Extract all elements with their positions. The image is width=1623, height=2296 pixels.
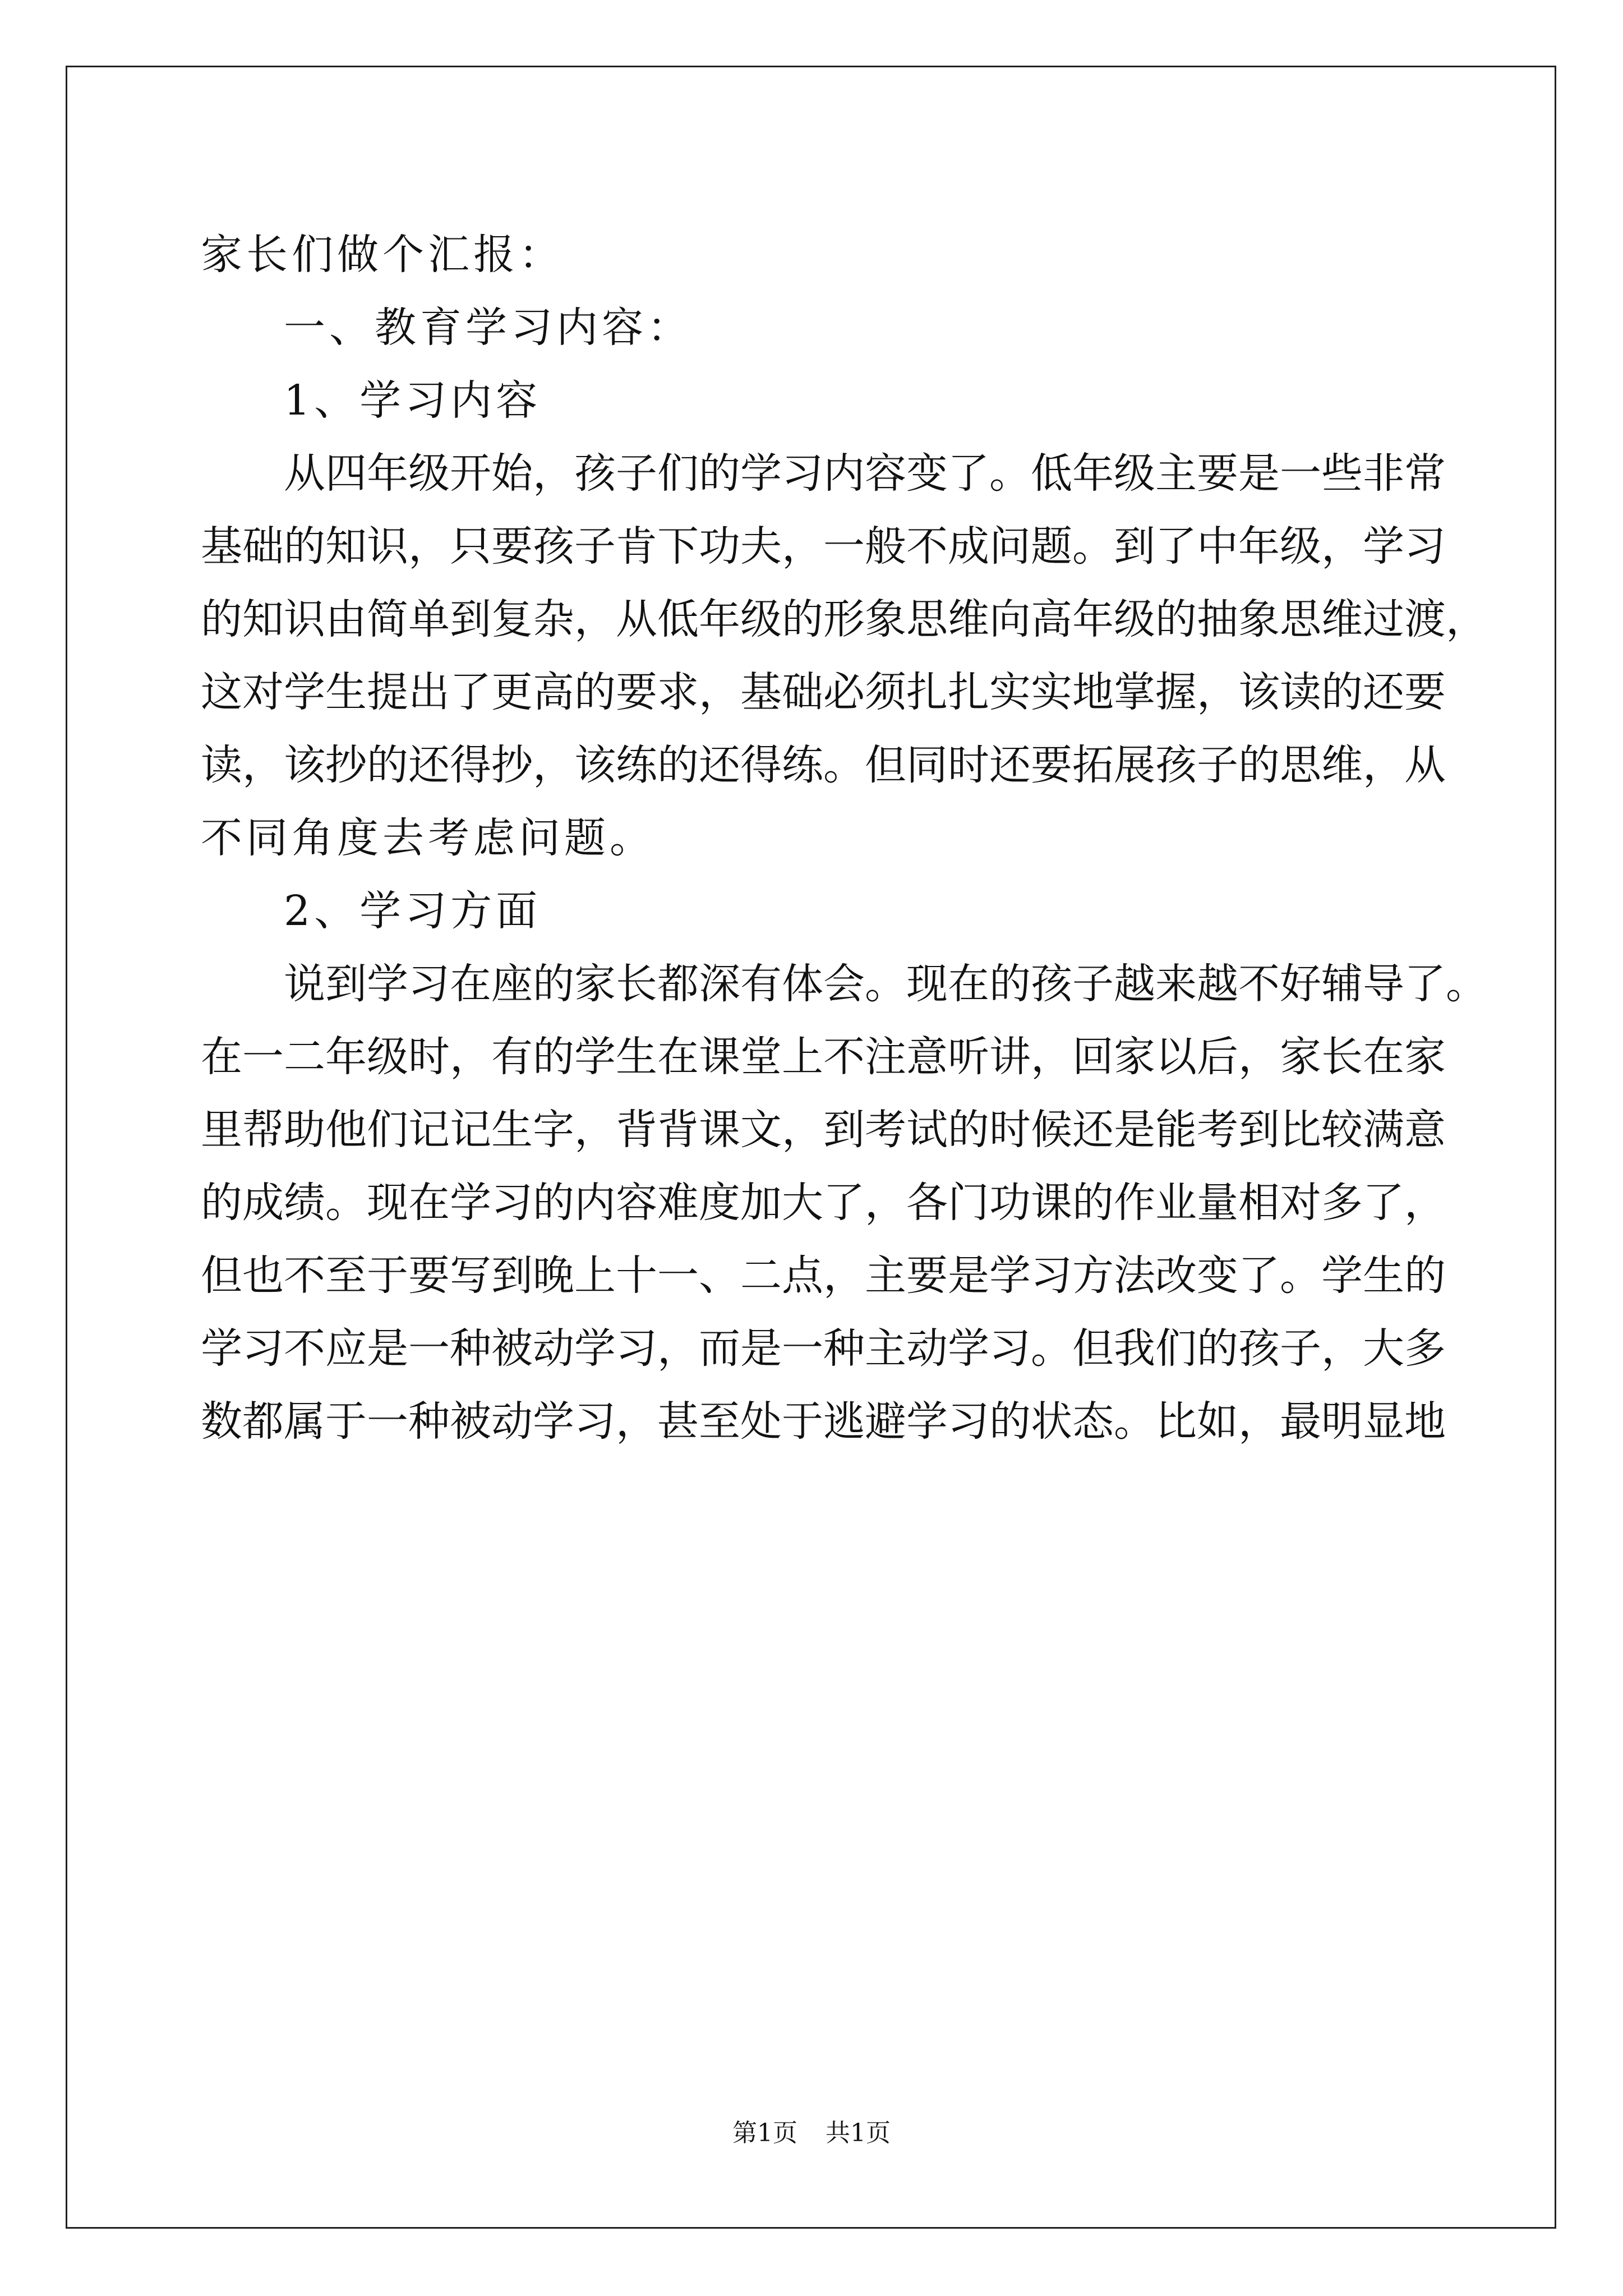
paragraph-line: 的成绩。现在学习的内容难度加大了，各门功课的作业量相对多了， bbox=[201, 1179, 1446, 1227]
paragraph-line: 学习不应是一种被动学习，而是一种主动学习。但我们的孩子，大多 bbox=[201, 1324, 1446, 1373]
page-number-current: 第1页 bbox=[732, 2119, 797, 2147]
paragraph-line: 的知识由简单到复杂，从低年级的形象思维向高年级的抽象思维过渡， bbox=[201, 595, 1487, 643]
page-number-total: 共1页 bbox=[826, 2119, 891, 2147]
subsection-heading: 1、学习内容 bbox=[284, 376, 542, 425]
paragraph-line: 但也不至于要写到晚上十一、二点，主要是学习方法改变了。学生的 bbox=[201, 1251, 1446, 1300]
paragraph-line: 从四年级开始，孩子们的学习内容变了。低年级主要是一些非常 bbox=[284, 449, 1446, 498]
paragraph-line: 读，该抄的还得抄，该练的还得练。但同时还要拓展孩子的思维，从 bbox=[201, 741, 1446, 789]
paragraph-line: 在一二年级时，有的学生在课堂上不注意听讲，回家以后，家长在家 bbox=[201, 1033, 1446, 1081]
paragraph-line: 这对学生提出了更高的要求，基础必须扎扎实实地掌握，该读的还要 bbox=[201, 668, 1446, 716]
paragraph-line: 说到学习在座的家长都深有体会。现在的孩子越来越不好辅导了。 bbox=[284, 960, 1487, 1008]
paragraph-line: 家长们做个汇报： bbox=[201, 231, 564, 279]
page-footer bbox=[0, 2116, 1623, 2150]
section-heading: 一、教育学习内容： bbox=[284, 303, 693, 352]
subsection-heading: 2、学习方面 bbox=[284, 887, 542, 935]
paragraph-line: 数都属于一种被动学习，甚至处于逃避学习的状态。比如，最明显地 bbox=[201, 1397, 1446, 1446]
paragraph-line: 不同角度去考虑问题。 bbox=[201, 814, 655, 862]
paragraph-line: 里帮助他们记记生字，背背课文，到考试的时候还是能考到比较满意 bbox=[201, 1106, 1446, 1154]
paragraph-line: 基础的知识，只要孩子肯下功夫，一般不成问题。到了中年级，学习 bbox=[201, 522, 1446, 570]
